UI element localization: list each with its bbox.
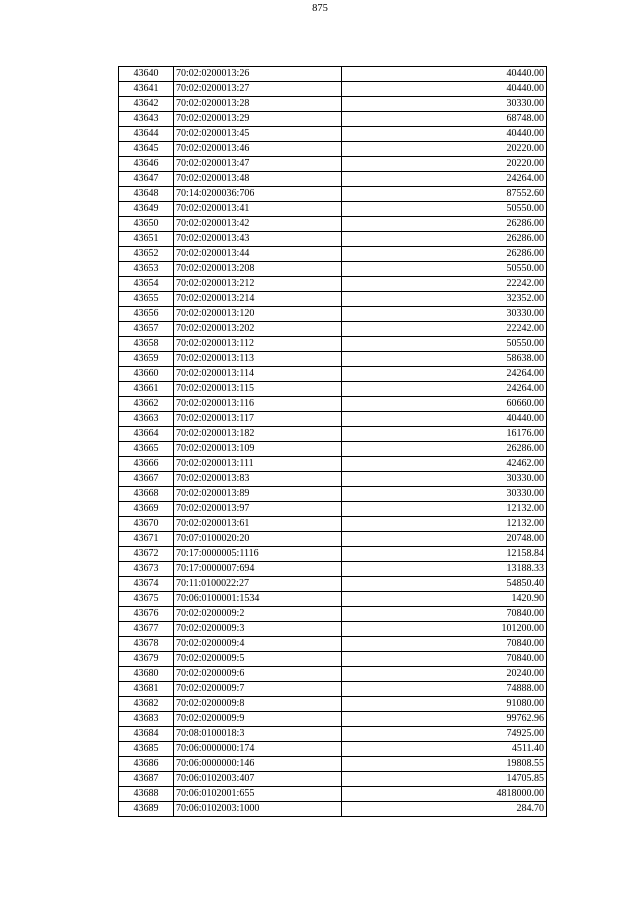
- cadastral-number-cell: 70:02:0200009:5: [174, 652, 342, 667]
- cadastral-number-cell: 70:02:0200013:97: [174, 502, 342, 517]
- row-number-cell: 43663: [119, 412, 174, 427]
- cadastral-number-cell: 70:02:0200013:212: [174, 277, 342, 292]
- value-cell: 20220.00: [342, 157, 547, 172]
- value-cell: 74888.00: [342, 682, 547, 697]
- table-row: [119, 97, 547, 112]
- value-cell: 12132.00: [342, 502, 547, 517]
- value-cell: 4511.40: [342, 742, 547, 757]
- table-row: [119, 262, 547, 277]
- value-cell: 14705.85: [342, 772, 547, 787]
- row-number-cell: 43667: [119, 472, 174, 487]
- cadastral-number-cell: 70:06:0102003:1000: [174, 802, 342, 817]
- cadastral-number-cell: 70:02:0200013:113: [174, 352, 342, 367]
- row-number-cell: 43677: [119, 622, 174, 637]
- cadastral-number-cell: 70:02:0200013:46: [174, 142, 342, 157]
- table-row: [119, 787, 547, 802]
- value-cell: 20220.00: [342, 142, 547, 157]
- value-cell: 20240.00: [342, 667, 547, 682]
- table-row: [119, 712, 547, 727]
- cadastral-number-cell: 70:02:0200009:6: [174, 667, 342, 682]
- table-row: [119, 757, 547, 772]
- value-cell: 26286.00: [342, 247, 547, 262]
- table-row: [119, 772, 547, 787]
- row-number-cell: 43661: [119, 382, 174, 397]
- cadastral-number-cell: 70:02:0200013:89: [174, 487, 342, 502]
- value-cell: 101200.00: [342, 622, 547, 637]
- cadastral-number-cell: 70:17:0000007:694: [174, 562, 342, 577]
- value-cell: 50550.00: [342, 262, 547, 277]
- table-row: [119, 502, 547, 517]
- table-row: [119, 352, 547, 367]
- table-row: [119, 562, 547, 577]
- value-cell: 68748.00: [342, 112, 547, 127]
- value-cell: 42462.00: [342, 457, 547, 472]
- table-row: [119, 427, 547, 442]
- cadastral-number-cell: 70:02:0200013:120: [174, 307, 342, 322]
- table-row: [119, 802, 547, 817]
- value-cell: 30330.00: [342, 472, 547, 487]
- row-number-cell: 43650: [119, 217, 174, 232]
- cadastral-number-cell: 70:02:0200013:44: [174, 247, 342, 262]
- table-row: [119, 217, 547, 232]
- cadastral-number-cell: 70:02:0200013:114: [174, 367, 342, 382]
- row-number-cell: 43680: [119, 667, 174, 682]
- cadastral-number-cell: 70:02:0200013:28: [174, 97, 342, 112]
- table-row: [119, 682, 547, 697]
- cadastral-number-cell: 70:08:0100018:3: [174, 727, 342, 742]
- table-row: [119, 112, 547, 127]
- table-row: [119, 472, 547, 487]
- cadastral-number-cell: 70:02:0200013:115: [174, 382, 342, 397]
- table-row: [119, 292, 547, 307]
- cadastral-number-cell: 70:06:0000000:146: [174, 757, 342, 772]
- value-cell: 26286.00: [342, 232, 547, 247]
- row-number-cell: 43654: [119, 277, 174, 292]
- table-row: [119, 277, 547, 292]
- cadastral-number-cell: 70:02:0200013:202: [174, 322, 342, 337]
- value-cell: 1420.90: [342, 592, 547, 607]
- cadastral-number-cell: 70:02:0200009:9: [174, 712, 342, 727]
- value-cell: 70840.00: [342, 637, 547, 652]
- cadastral-number-cell: 70:02:0200013:61: [174, 517, 342, 532]
- value-cell: 284.70: [342, 802, 547, 817]
- cadastral-number-cell: 70:02:0200009:2: [174, 607, 342, 622]
- cadastral-number-cell: 70:02:0200013:47: [174, 157, 342, 172]
- row-number-cell: 43649: [119, 202, 174, 217]
- value-cell: 40440.00: [342, 67, 547, 82]
- cadastral-number-cell: 70:02:0200013:117: [174, 412, 342, 427]
- table-row: [119, 172, 547, 187]
- table-row: [119, 127, 547, 142]
- row-number-cell: 43687: [119, 772, 174, 787]
- table-row: [119, 307, 547, 322]
- value-cell: 87552.60: [342, 187, 547, 202]
- value-cell: 12158.84: [342, 547, 547, 562]
- value-cell: 40440.00: [342, 82, 547, 97]
- cadastral-number-cell: 70:02:0200013:83: [174, 472, 342, 487]
- cadastral-number-cell: 70:02:0200013:27: [174, 82, 342, 97]
- cadastral-value-table: [118, 66, 547, 817]
- row-number-cell: 43682: [119, 697, 174, 712]
- cadastral-number-cell: 70:02:0200013:26: [174, 67, 342, 82]
- value-cell: 60660.00: [342, 397, 547, 412]
- value-cell: 4818000.00: [342, 787, 547, 802]
- table-row: [119, 547, 547, 562]
- value-cell: 40440.00: [342, 412, 547, 427]
- row-number-cell: 43662: [119, 397, 174, 412]
- row-number-cell: 43689: [119, 802, 174, 817]
- row-number-cell: 43664: [119, 427, 174, 442]
- row-number-cell: 43640: [119, 67, 174, 82]
- table-row: [119, 412, 547, 427]
- table-row: [119, 697, 547, 712]
- row-number-cell: 43686: [119, 757, 174, 772]
- row-number-cell: 43669: [119, 502, 174, 517]
- value-cell: 22242.00: [342, 277, 547, 292]
- cadastral-number-cell: 70:02:0200009:8: [174, 697, 342, 712]
- table-row: [119, 142, 547, 157]
- table-row: [119, 397, 547, 412]
- cadastral-number-cell: 70:02:0200013:182: [174, 427, 342, 442]
- row-number-cell: 43658: [119, 337, 174, 352]
- cadastral-number-cell: 70:06:0102003:407: [174, 772, 342, 787]
- table-body: [119, 67, 547, 817]
- row-number-cell: 43665: [119, 442, 174, 457]
- value-cell: 99762.96: [342, 712, 547, 727]
- table-row: [119, 67, 547, 82]
- cadastral-number-cell: 70:02:0200013:48: [174, 172, 342, 187]
- row-number-cell: 43646: [119, 157, 174, 172]
- row-number-cell: 43655: [119, 292, 174, 307]
- table-row: [119, 622, 547, 637]
- table-row: [119, 637, 547, 652]
- table-row: [119, 232, 547, 247]
- row-number-cell: 43685: [119, 742, 174, 757]
- row-number-cell: 43659: [119, 352, 174, 367]
- table-row: [119, 382, 547, 397]
- row-number-cell: 43666: [119, 457, 174, 472]
- table-row: [119, 577, 547, 592]
- cadastral-number-cell: 70:14:0200036:706: [174, 187, 342, 202]
- cadastral-number-cell: 70:02:0200013:214: [174, 292, 342, 307]
- table-row: [119, 742, 547, 757]
- row-number-cell: 43688: [119, 787, 174, 802]
- cadastral-number-cell: 70:02:0200013:42: [174, 217, 342, 232]
- table-row: [119, 487, 547, 502]
- cadastral-number-cell: 70:02:0200013:109: [174, 442, 342, 457]
- cadastral-number-cell: 70:02:0200013:29: [174, 112, 342, 127]
- cadastral-number-cell: 70:11:0100022:27: [174, 577, 342, 592]
- table-row: [119, 442, 547, 457]
- row-number-cell: 43641: [119, 82, 174, 97]
- row-number-cell: 43684: [119, 727, 174, 742]
- row-number-cell: 43681: [119, 682, 174, 697]
- row-number-cell: 43653: [119, 262, 174, 277]
- row-number-cell: 43678: [119, 637, 174, 652]
- value-cell: 74925.00: [342, 727, 547, 742]
- table-row: [119, 592, 547, 607]
- table-row: [119, 607, 547, 622]
- value-cell: 13188.33: [342, 562, 547, 577]
- value-cell: 91080.00: [342, 697, 547, 712]
- value-cell: 30330.00: [342, 307, 547, 322]
- row-number-cell: 43647: [119, 172, 174, 187]
- value-cell: 70840.00: [342, 607, 547, 622]
- value-cell: 12132.00: [342, 517, 547, 532]
- value-cell: 16176.00: [342, 427, 547, 442]
- cadastral-number-cell: 70:02:0200009:4: [174, 637, 342, 652]
- value-cell: 50550.00: [342, 202, 547, 217]
- cadastral-number-cell: 70:02:0200013:45: [174, 127, 342, 142]
- row-number-cell: 43675: [119, 592, 174, 607]
- row-number-cell: 43676: [119, 607, 174, 622]
- cadastral-number-cell: 70:07:0100020:20: [174, 532, 342, 547]
- table-row: [119, 652, 547, 667]
- cadastral-number-cell: 70:02:0200013:43: [174, 232, 342, 247]
- cadastral-number-cell: 70:06:0000000:174: [174, 742, 342, 757]
- value-cell: 30330.00: [342, 487, 547, 502]
- table-row: [119, 532, 547, 547]
- cadastral-number-cell: 70:02:0200013:41: [174, 202, 342, 217]
- cadastral-number-cell: 70:17:0000005:1116: [174, 547, 342, 562]
- cadastral-number-cell: 70:02:0200009:3: [174, 622, 342, 637]
- table-row: [119, 322, 547, 337]
- page-number: 875: [312, 3, 328, 14]
- row-number-cell: 43644: [119, 127, 174, 142]
- value-cell: 24264.00: [342, 367, 547, 382]
- row-number-cell: 43652: [119, 247, 174, 262]
- row-number-cell: 43668: [119, 487, 174, 502]
- table-row: [119, 337, 547, 352]
- row-number-cell: 43679: [119, 652, 174, 667]
- value-cell: 24264.00: [342, 382, 547, 397]
- table-row: [119, 157, 547, 172]
- row-number-cell: 43660: [119, 367, 174, 382]
- value-cell: 30330.00: [342, 97, 547, 112]
- value-cell: 22242.00: [342, 322, 547, 337]
- cadastral-number-cell: 70:06:0100001:1534: [174, 592, 342, 607]
- row-number-cell: 43643: [119, 112, 174, 127]
- cadastral-number-cell: 70:02:0200013:111: [174, 457, 342, 472]
- cadastral-number-cell: 70:02:0200009:7: [174, 682, 342, 697]
- value-cell: 54850.40: [342, 577, 547, 592]
- row-number-cell: 43657: [119, 322, 174, 337]
- table-row: [119, 727, 547, 742]
- cadastral-number-cell: 70:02:0200013:112: [174, 337, 342, 352]
- row-number-cell: 43656: [119, 307, 174, 322]
- table-row: [119, 517, 547, 532]
- table-row: [119, 82, 547, 97]
- value-cell: 58638.00: [342, 352, 547, 367]
- cadastral-number-cell: 70:02:0200013:208: [174, 262, 342, 277]
- row-number-cell: 43651: [119, 232, 174, 247]
- cadastral-number-cell: 70:06:0102001:655: [174, 787, 342, 802]
- value-cell: 19808.55: [342, 757, 547, 772]
- row-number-cell: 43674: [119, 577, 174, 592]
- value-cell: 26286.00: [342, 217, 547, 232]
- table-row: [119, 187, 547, 202]
- value-cell: 24264.00: [342, 172, 547, 187]
- value-cell: 20748.00: [342, 532, 547, 547]
- value-cell: 40440.00: [342, 127, 547, 142]
- row-number-cell: 43648: [119, 187, 174, 202]
- row-number-cell: 43670: [119, 517, 174, 532]
- row-number-cell: 43645: [119, 142, 174, 157]
- value-cell: 26286.00: [342, 442, 547, 457]
- row-number-cell: 43672: [119, 547, 174, 562]
- table-row: [119, 367, 547, 382]
- table-row: [119, 202, 547, 217]
- value-cell: 32352.00: [342, 292, 547, 307]
- table-row: [119, 667, 547, 682]
- row-number-cell: 43683: [119, 712, 174, 727]
- value-cell: 70840.00: [342, 652, 547, 667]
- table-row: [119, 247, 547, 262]
- cadastral-number-cell: 70:02:0200013:116: [174, 397, 342, 412]
- row-number-cell: 43642: [119, 97, 174, 112]
- row-number-cell: 43671: [119, 532, 174, 547]
- table-row: [119, 457, 547, 472]
- row-number-cell: 43673: [119, 562, 174, 577]
- value-cell: 50550.00: [342, 337, 547, 352]
